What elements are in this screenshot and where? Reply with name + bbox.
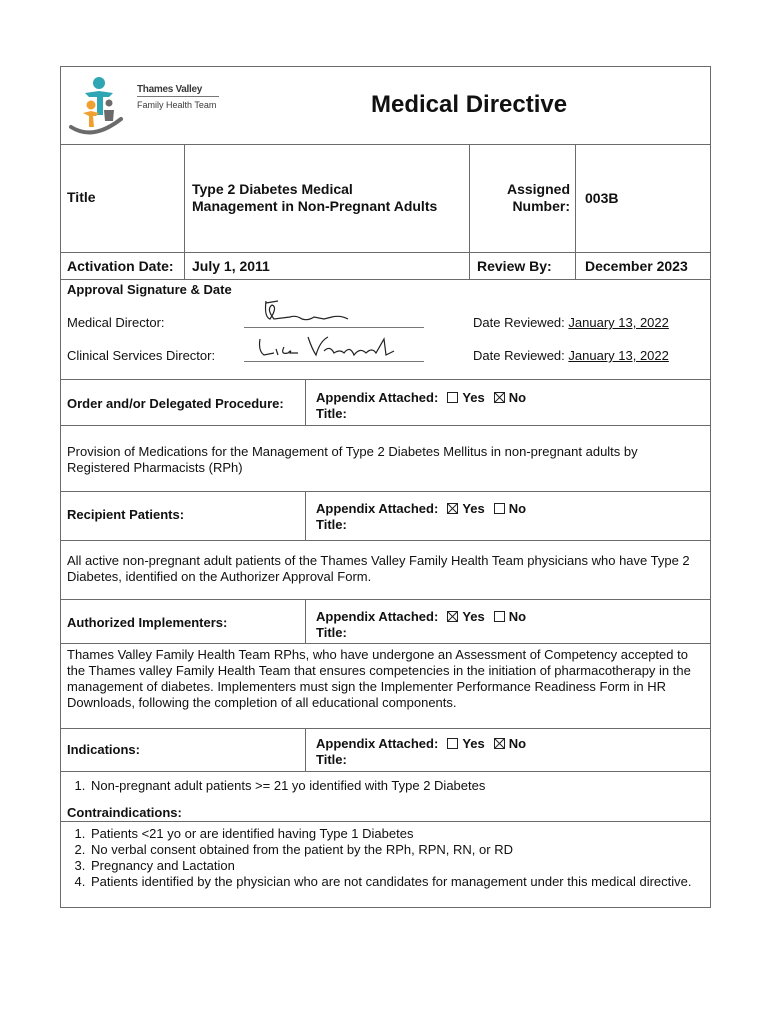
yes-label: Yes <box>462 736 485 751</box>
divider <box>575 144 576 279</box>
implementers-appendix <box>316 609 526 641</box>
order-no-checkbox[interactable] <box>494 392 505 403</box>
implementers-label: Authorized Implementers: <box>67 615 228 630</box>
list-item: 1. Patients <21 yo or are identified having Type 1 Diabetes <box>89 826 709 842</box>
activation-date-label: Activation Date: <box>67 258 174 274</box>
recipient-no-checkbox[interactable] <box>494 503 505 514</box>
appendix-title-label: Title: <box>316 752 347 767</box>
order-appendix <box>316 390 526 422</box>
logo-rule <box>137 96 219 97</box>
approval-heading: Approval Signature & Date <box>67 282 232 297</box>
signature-icon <box>244 329 424 361</box>
logo-line2: Family Health Team <box>137 100 217 110</box>
implementers-body: Thames Valley Family Health Team RPhs, who have undergone an Assessment of Competency accepted to the Thames valley Family Health Team that ensures competencies in the initiation of pharmacotherapy in the management of diabetes. Implementers must sign the Implementer Performance Readiness Form in HR Downloads, following the completion of all educational components. <box>67 647 691 710</box>
indications-appendix <box>316 736 526 768</box>
list-item: 4. Patients identified by the physician who are not candidates for management under this medical directive. <box>89 874 709 890</box>
no-label: No <box>508 609 527 624</box>
yes-label: Yes <box>462 501 485 516</box>
title-value <box>192 181 437 215</box>
organization-logo <box>63 69 223 141</box>
medical-director-reviewed <box>473 315 669 331</box>
no-label: No <box>508 501 527 516</box>
divider <box>61 425 711 426</box>
page-title: Medical Directive <box>371 91 568 118</box>
activation-date-value: July 1, 2011 <box>192 258 270 274</box>
appendix-title-label: Title: <box>316 406 347 421</box>
divider <box>469 144 470 279</box>
clinical-director-label: Clinical Services Director: <box>67 348 216 363</box>
order-yes-checkbox[interactable] <box>447 392 458 403</box>
review-by-value: December 2023 <box>585 258 688 274</box>
title-value-line2: Management in Non-Pregnant Adults <box>192 198 438 214</box>
clinical-director-date: January 13, 2022 <box>568 348 669 363</box>
no-label: No <box>508 390 527 405</box>
divider <box>305 599 306 643</box>
divider <box>305 379 306 425</box>
divider <box>61 379 711 380</box>
divider <box>61 491 711 492</box>
indications-list <box>67 778 709 794</box>
divider <box>61 144 711 145</box>
assigned-number-label <box>477 181 570 215</box>
clinical-director-reviewed <box>473 348 669 364</box>
logo-line1: Thames Valley <box>137 84 203 95</box>
medical-director-signature <box>244 295 424 328</box>
divider <box>61 643 711 644</box>
assigned-label-line1: Assigned <box>506 181 570 197</box>
medical-directive-form <box>60 66 711 908</box>
date-reviewed-label: Date Reviewed: <box>473 315 565 330</box>
divider <box>61 821 711 822</box>
implementers-no-checkbox[interactable] <box>494 611 505 622</box>
signature-icon <box>244 295 424 327</box>
appendix-label: Appendix Attached: <box>316 609 439 624</box>
contraindications-label: Contraindications: <box>67 805 182 820</box>
appendix-title-label: Title: <box>316 625 347 640</box>
title-label: Title <box>67 189 96 205</box>
contraindications-list <box>67 826 709 890</box>
recipient-yes-checkbox[interactable] <box>447 503 458 514</box>
appendix-label: Appendix Attached: <box>316 736 439 751</box>
appendix-label: Appendix Attached: <box>316 501 439 516</box>
order-body: Provision of Medications for the Management of Type 2 Diabetes Mellitus in non-pregnant adults by Registered Pharmacists (RPh) <box>67 444 638 475</box>
medical-director-date: January 13, 2022 <box>568 315 669 330</box>
assigned-number-value: 003B <box>585 190 619 206</box>
divider <box>305 491 306 540</box>
divider <box>305 728 306 771</box>
date-reviewed-label: Date Reviewed: <box>473 348 565 363</box>
recipient-label: Recipient Patients: <box>67 507 185 522</box>
divider <box>61 728 711 729</box>
appendix-label: Appendix Attached: <box>316 390 439 405</box>
divider <box>61 279 711 280</box>
indications-yes-checkbox[interactable] <box>447 738 458 749</box>
implementers-yes-checkbox[interactable] <box>447 611 458 622</box>
yes-label: Yes <box>462 609 485 624</box>
indications-no-checkbox[interactable] <box>494 738 505 749</box>
no-label: No <box>508 736 527 751</box>
list-item: 2. No verbal consent obtained from the patient by the RPh, RPN, RN, or RD <box>89 842 709 858</box>
divider <box>61 540 711 541</box>
divider <box>61 599 711 600</box>
list-item: 3. Pregnancy and Lactation <box>89 858 709 874</box>
divider <box>61 771 711 772</box>
recipient-appendix <box>316 501 526 533</box>
medical-director-label: Medical Director: <box>67 315 165 330</box>
divider <box>184 144 185 279</box>
review-by-label: Review By: <box>477 258 552 274</box>
clinical-director-signature <box>244 329 424 362</box>
title-value-line1: Type 2 Diabetes Medical <box>192 181 353 197</box>
indications-label: Indications: <box>67 742 140 757</box>
recipient-body: All active non-pregnant adult patients of the Thames Valley Family Health Team physicians who have Type 2 Diabetes, identified on the Authorizer Approval Form. <box>67 553 690 584</box>
assigned-label-line2: Number: <box>512 198 570 214</box>
divider <box>61 252 711 253</box>
yes-label: Yes <box>462 390 485 405</box>
order-label: Order and/or Delegated Procedure: <box>67 396 284 411</box>
list-item: 1. Non-pregnant adult patients >= 21 yo identified with Type 2 Diabetes <box>89 778 709 794</box>
appendix-title-label: Title: <box>316 517 347 532</box>
